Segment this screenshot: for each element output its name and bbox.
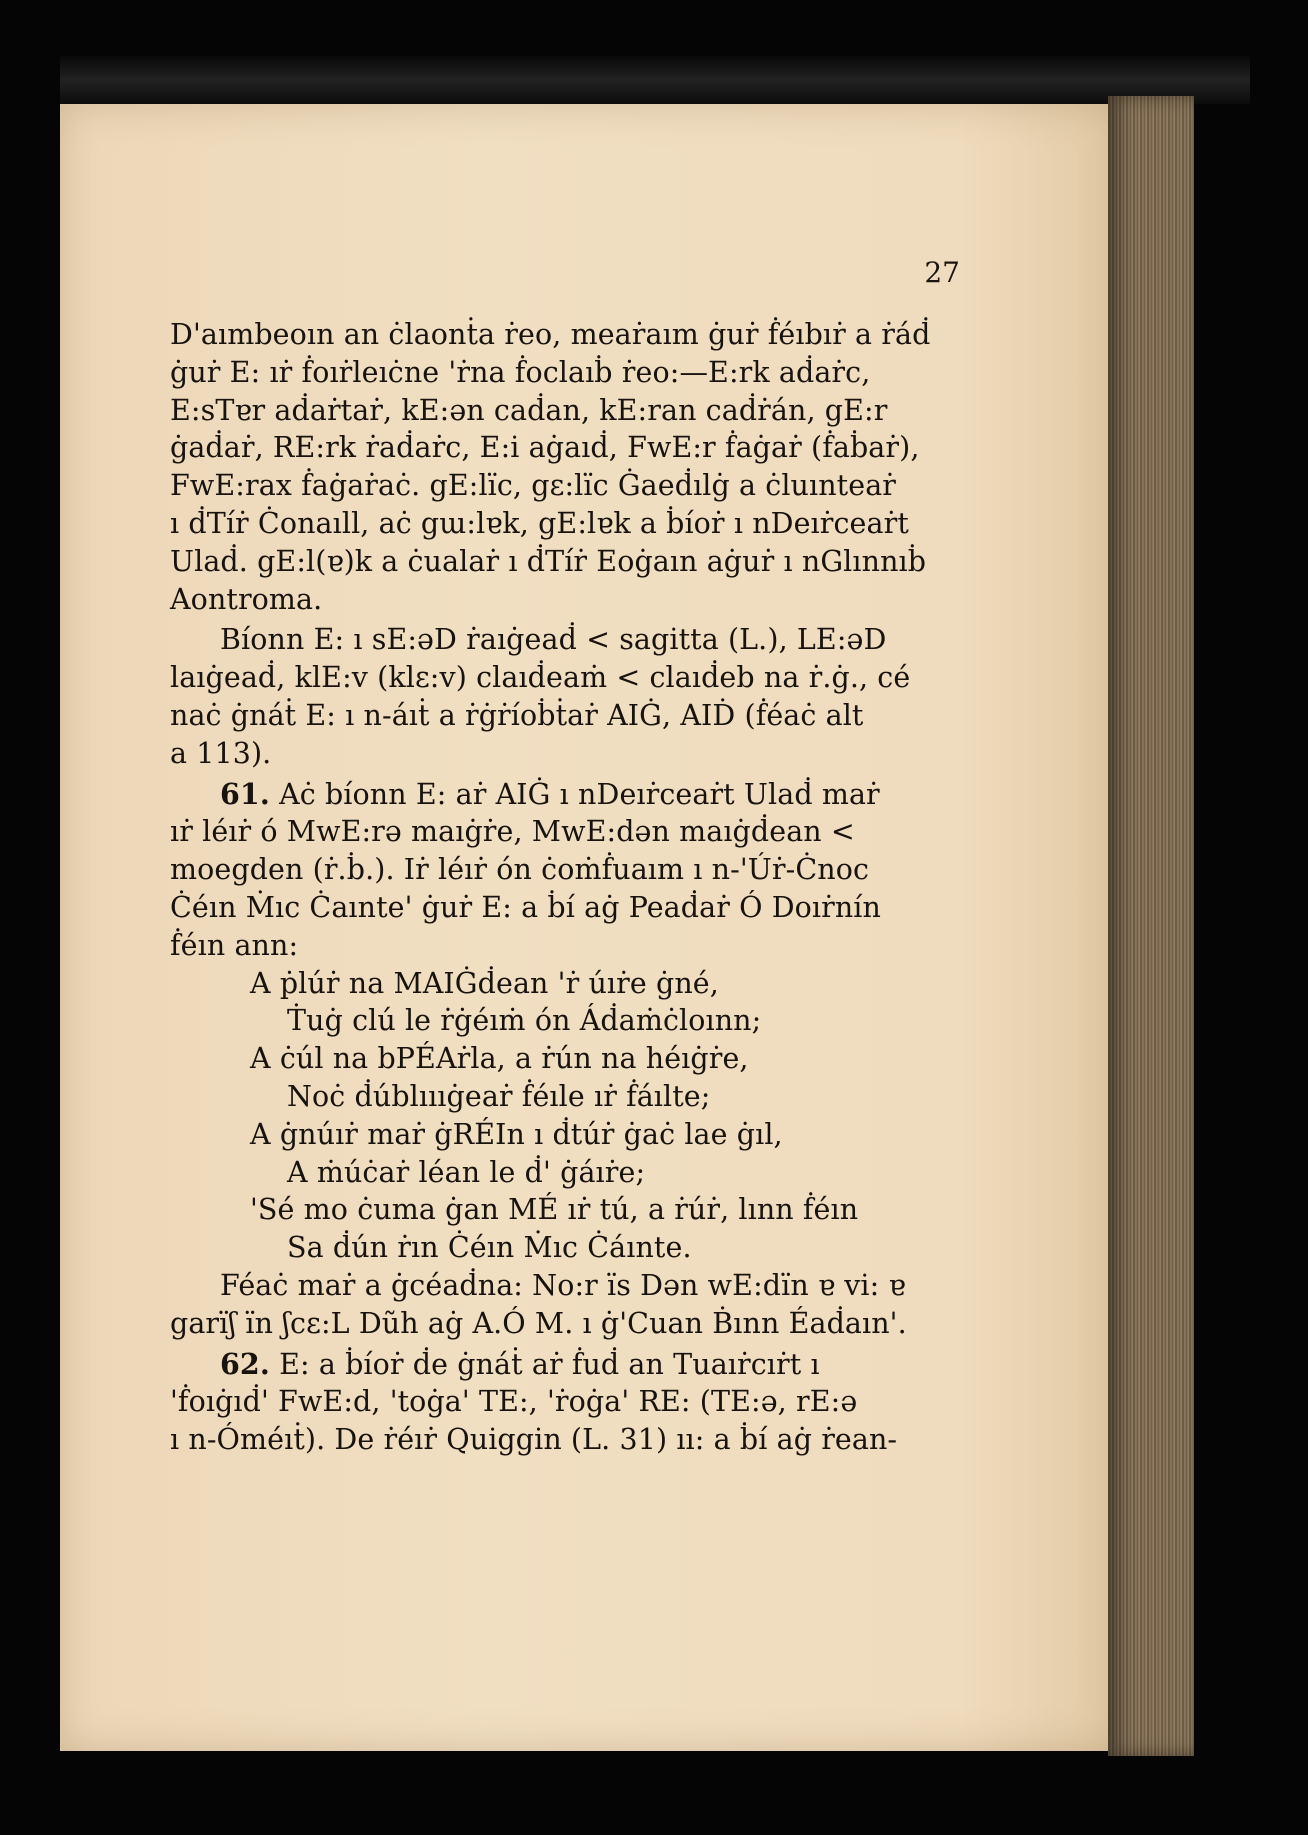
text-line: ġaḋaṙ, RE:rk ṙaḋaṙc, E:i aġaıḋ, FwE:r ḟaġaṙ (ḟaḃaṙ), bbox=[170, 431, 920, 465]
text-line-content: Aċ bíonn E: aṙ AIĠ ı nDeıṙceaṙt Ulaḋ maṙ bbox=[279, 777, 880, 811]
text-line: FwE:rax ḟaġaṙaċ. gE:lïc, gɛ:lïc Ġaeḋılġ a ċluınteaṙ bbox=[170, 469, 897, 503]
text-line: ġuṙ E: ıṙ ḟoıṙleıċne 'ṙna ḟoclaıḃ ṙeo:—E:rk aḋaṙc, bbox=[170, 355, 871, 389]
text-line: laıġeaḋ, klE:v (klɛ:v) claıḋeaṁ < claıḋeb na ṙ.ġ., cé bbox=[170, 661, 911, 695]
text-line: ı ḋTíṙ Ċonaıll, aċ gɯ:lɐk, gE:lɐk a ḃíoṙ ı nDeıṙceaṙt bbox=[170, 506, 909, 540]
verse-line: A ṗlúṙ na MAIĠḋean 'ṙ úıṙe ġné, bbox=[250, 966, 719, 1000]
paragraph-2 bbox=[170, 621, 940, 772]
paragraph-1 bbox=[170, 316, 940, 618]
text-line: Ċéın Ṁıc Ċaınte' ġuṙ E: a ḃí aġ Peaḋaṙ Ó Doıṙnín bbox=[170, 890, 881, 924]
text-line-content: E: a ḃíoṙ ḋe ġnáṫ aṙ ḟuḋ an Tuaıṙcıṙt ı bbox=[279, 1347, 820, 1381]
text-line: moegden (ṙ.ḃ.). Iṙ léıṙ ón ċoṁḟuaım ı n-'Úṙ-Ċnoc bbox=[170, 853, 870, 887]
section-number: 61. bbox=[220, 776, 270, 811]
text-line: ḟéın ann: bbox=[170, 928, 299, 962]
text-line: D'aımbeoın an ċlaonṫa ṙeo, meaṙaım ġuṙ ḟéıbıṙ a ṙáḋ bbox=[170, 318, 931, 351]
verse-line: Noċ ḋúblıııġeaṙ ḟéıle ıṙ ḟáılte; bbox=[287, 1079, 711, 1113]
verse-line: A ṁúċaṙ léan le ḋ' ġáıṙe; bbox=[287, 1155, 646, 1189]
verse-line: Sa ḋún ṙın Ċéın Ṁıc Ċáınte. bbox=[287, 1231, 692, 1265]
verse-line: A ċúl na bPÉAṙla, a ṙún na héıġṙe, bbox=[250, 1042, 749, 1076]
poem-verse bbox=[170, 965, 940, 1267]
paragraph-61 bbox=[170, 776, 940, 965]
text-line: E:sTɐr aḋaṙtaṙ, kE:ən caḋan, kE:ran caḋṙán, gE:r bbox=[170, 393, 888, 427]
text-line: a 113). bbox=[170, 736, 272, 770]
text-line: ı n-Óméıṫ). De ṙéıṙ Quiggin (L. 31) ıı: a ḃí aġ ṙean- bbox=[170, 1423, 898, 1457]
text-line: Aontroma. bbox=[170, 582, 323, 616]
text-line: naċ ġnáṫ E: ı n-áıṫ a ṙġṙíoḃṫaṙ AIĠ, AIḊ (ḟéaċ alt bbox=[170, 698, 864, 732]
verse-line: Ṫuġ clú le ṙġéıṁ ón Áḋaṁċloınn; bbox=[287, 1004, 762, 1038]
text-line: Ulaḋ. gE:l(ɐ)k a ċualaṙ ı ḋTíṙ Eoġaın aġuṙ ı nGlınnıḃ bbox=[170, 544, 927, 578]
page-number: 27 bbox=[924, 256, 960, 289]
scan-background-edge bbox=[60, 56, 1250, 104]
section-number: 62. bbox=[220, 1346, 270, 1381]
text-line: Bíonn E: ı sE:əD ṙaıġeaḋ < sagitta (L.), LE:əD bbox=[220, 623, 887, 657]
page-text bbox=[170, 316, 940, 1459]
text-line: 'ḟoıġıḋ' FwE:d, 'toġa' TE:, 'ṙoġa' RE: (TE:ə, rE:ə bbox=[170, 1385, 858, 1419]
book-page-edges bbox=[1108, 96, 1194, 1756]
paragraph-feach bbox=[170, 1267, 940, 1343]
paragraph-62 bbox=[170, 1346, 940, 1459]
verse-line: A ġnúıṙ maṙ ġRÉIn ı ḋtúṙ ġaċ lae ġıl, bbox=[250, 1117, 783, 1151]
text-line: garïʃ ïn ʃcɛ:L Dũh aġ A.Ó M. ı ġ'Cuan Ḃınn Éaḋaın'. bbox=[170, 1306, 907, 1340]
text-line: Féaċ maṙ a ġcéaḋna: No:r ïs Dən wE:dïn ɐ vi: ɐ bbox=[220, 1268, 906, 1302]
text-line bbox=[170, 776, 940, 814]
verse-line: 'Sé mo ċuma ġan MÉ ıṙ tú, a ṙúṙ, lınn ḟéın bbox=[250, 1193, 859, 1227]
text-line: ıṙ léıṙ ó MwE:rə maıġṙe, MwE:dən maıġḋean < bbox=[170, 815, 855, 849]
text-line bbox=[170, 1346, 940, 1384]
